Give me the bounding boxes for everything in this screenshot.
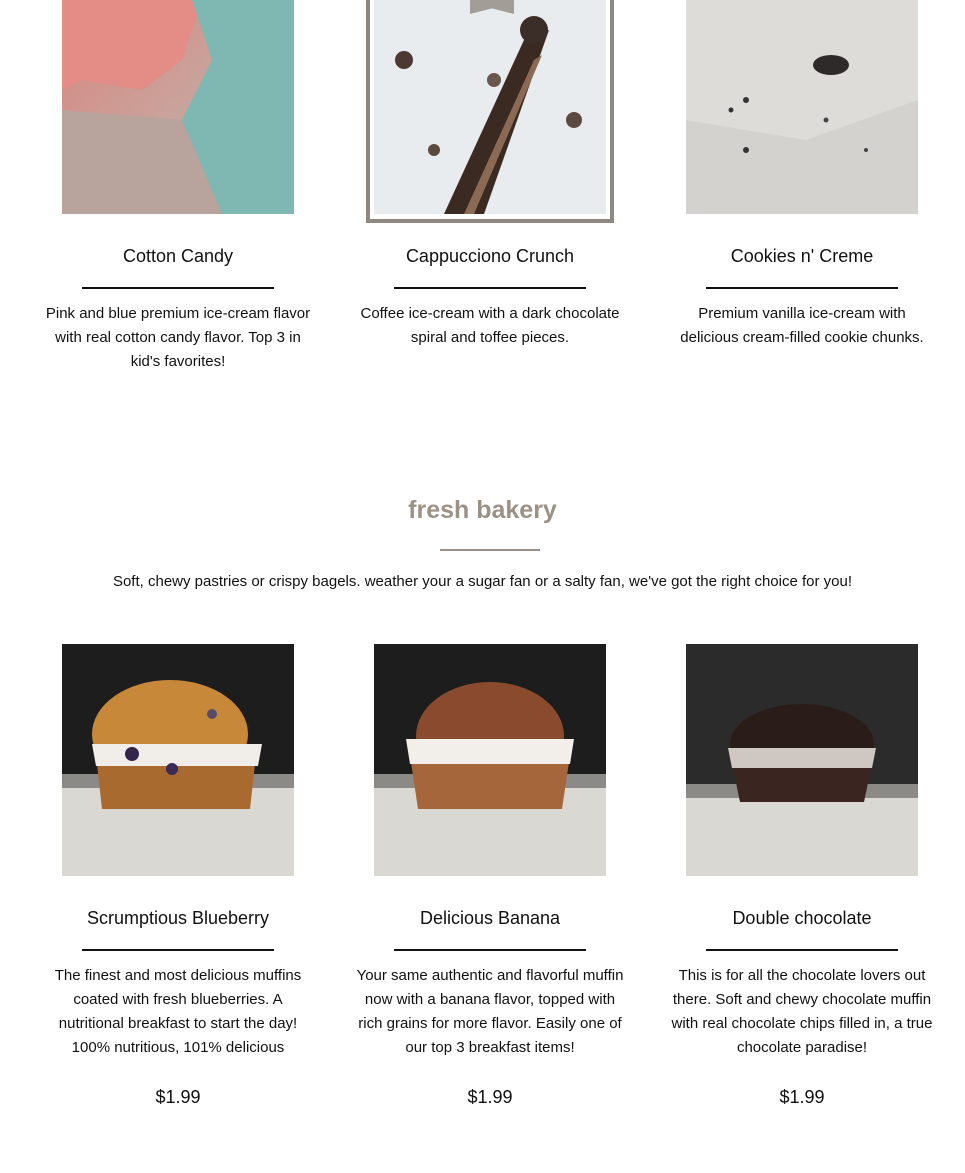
product-description: This is for all the chocolate lovers out there. Soft and chewy chocolate muffin with real chocolate chips filled in, a true chocolate paradise!	[671, 967, 933, 1056]
double-chocolate-muffin-image[interactable]	[686, 644, 918, 876]
section-divider	[440, 549, 540, 551]
title-divider	[82, 949, 274, 951]
product-title[interactable]: Cappucciono Crunch	[405, 246, 575, 266]
cookies-n-creme-image[interactable]	[686, 0, 918, 214]
product-title[interactable]: Scrumptious Blueberry	[86, 908, 270, 928]
product-title[interactable]: Cotton Candy	[122, 246, 234, 266]
title-divider	[394, 287, 586, 289]
product-title[interactable]: Double chocolate	[732, 908, 872, 928]
title-divider	[706, 949, 898, 951]
banana-muffin-image[interactable]	[374, 644, 606, 876]
product-price: $1.99	[155, 1087, 201, 1107]
product-description: Pink and blue premium ice-cream flavor with real cotton candy flavor. Top 3 in kid's favorites!	[45, 305, 311, 370]
cappucciono-crunch-image[interactable]	[374, 0, 606, 214]
product-title[interactable]: Delicious Banana	[419, 908, 561, 928]
product-price: $1.99	[779, 1087, 825, 1107]
title-divider	[82, 287, 274, 289]
title-divider	[706, 287, 898, 289]
product-title[interactable]: Cookies n' Creme	[730, 246, 874, 266]
cotton-candy-image[interactable]	[62, 0, 294, 214]
blueberry-muffin-image[interactable]	[62, 644, 294, 876]
product-description: The finest and most delicious muffins coated with fresh blueberries. A nutritional breakfast to start the day! 100% nutritious, 101% delicious	[54, 967, 302, 1056]
title-divider	[394, 949, 586, 951]
product-price: $1.99	[467, 1087, 513, 1107]
product-description: Premium vanilla ice-cream with delicious cream-filled cookie chunks.	[680, 305, 924, 346]
product-description: Your same authentic and flavorful muffin now with a banana flavor, topped with rich grains for more flavor. Easily one of our top 3 breakfast items!	[356, 967, 624, 1056]
section-subtitle: Soft, chewy pastries or crispy bagels. weather your a sugar fan or a salty fan, we've got the right choice for you!	[112, 573, 853, 590]
product-description: Coffee ice-cream with a dark chocolate spiral and toffee pieces.	[360, 305, 620, 346]
section-title: fresh bakery	[408, 496, 557, 524]
